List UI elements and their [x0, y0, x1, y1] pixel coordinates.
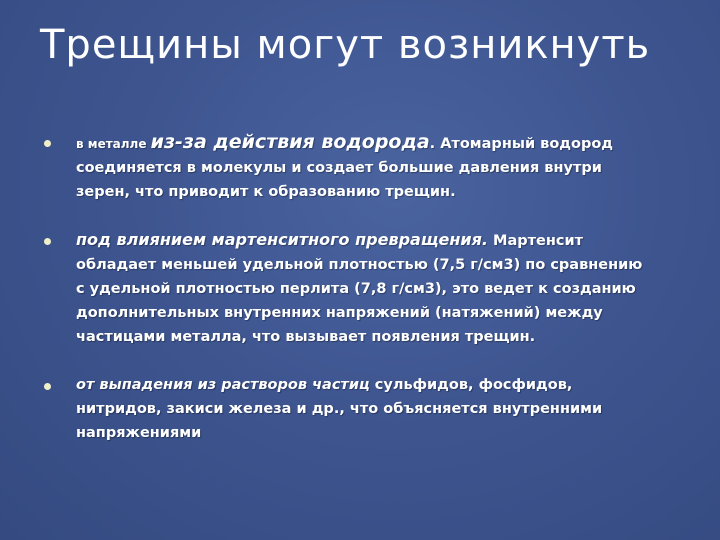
bullet-emphasis: из-за действия водорода [150, 131, 430, 153]
bullet-dot-icon [44, 238, 51, 245]
bullet-text: . Атомарный водород соединяется в молекулы и создает большие давления внутри зерен, что приводит к образованию трещин. [76, 136, 614, 200]
bullet-item-hydrogen [44, 130, 644, 204]
bullet-emphasis: от выпадения из растворов частиц [76, 377, 370, 393]
bullet-item-martensite [44, 228, 644, 349]
bullet-dot-icon [44, 383, 51, 390]
bullet-emphasis: под влиянием мартенситного превращения. [76, 230, 488, 249]
bullet-list [44, 130, 644, 445]
bullet-text: сульфидов, фосфидов, нитридов, закиси железа и др., что объясняется внутренними напряжениями [76, 377, 603, 441]
bullet-item-precipitation [44, 373, 644, 445]
slide-title: Трещины могут возникнуть [40, 22, 651, 68]
bullet-text: Мартенсит обладает меньшей удельной плотностью (7,5 г/см3) по сравнению с удельной плотностью перлита (7,8 г/см3), это ведет к созданию дополнительных внутренних напряжений (натяжений) между частицами металла, что вызывает появления трещин. [76, 233, 643, 345]
bullet-prefix: в металле [76, 137, 151, 151]
bullet-dot-icon [44, 140, 51, 147]
